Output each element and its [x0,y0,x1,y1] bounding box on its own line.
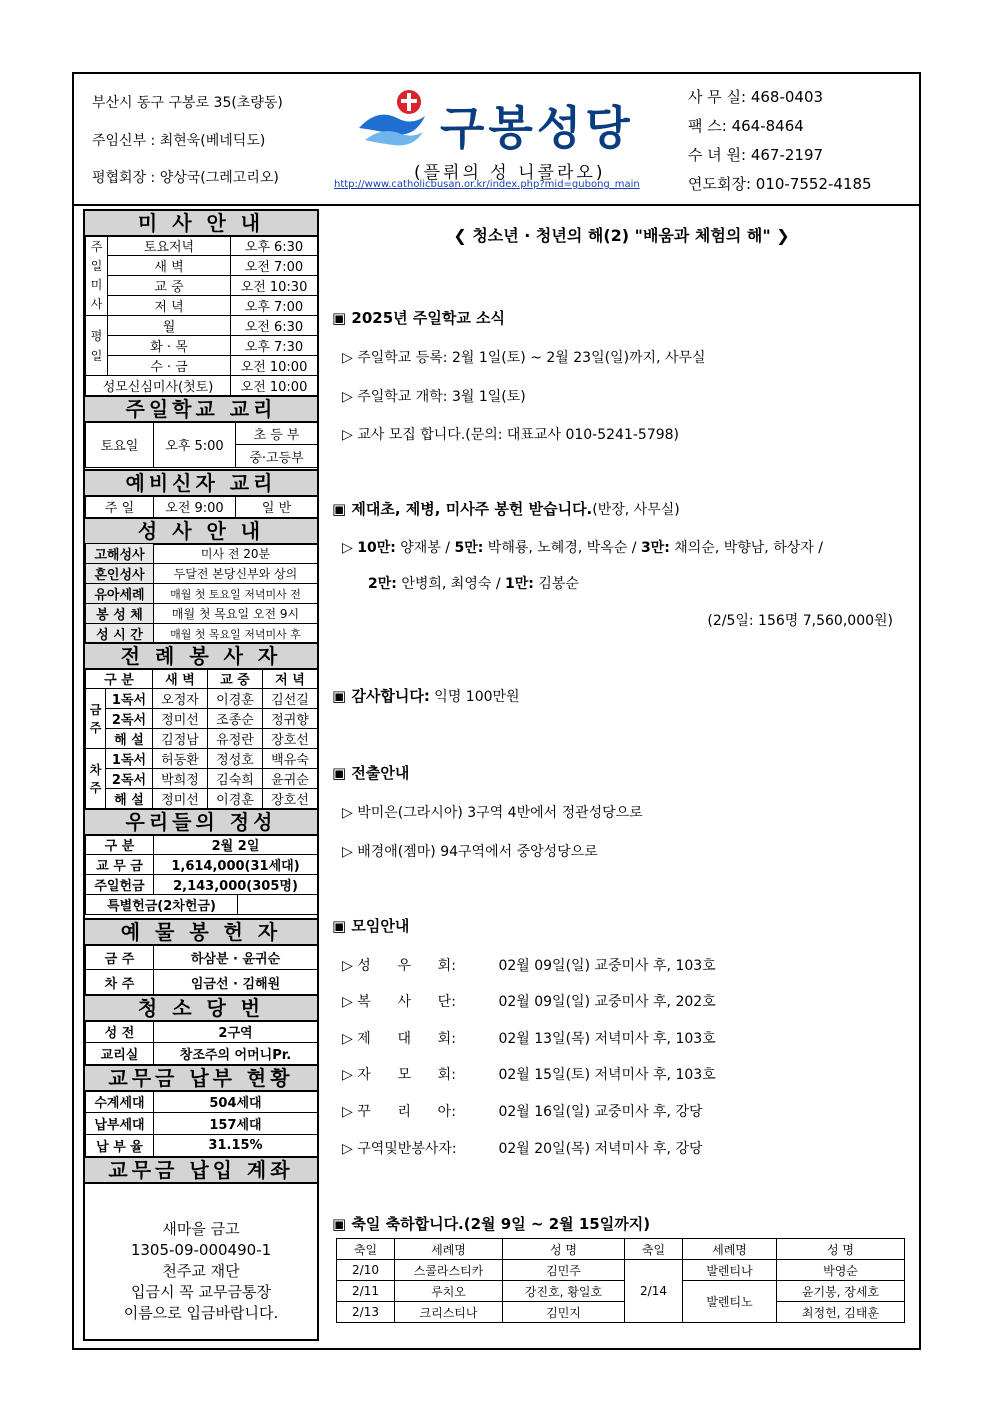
sacrament-name: 고해성사 [86,544,154,564]
ministers-table [85,668,318,809]
minister-name: 정미선 [153,709,208,729]
gift-label: 금 주 [86,945,154,970]
mass-time: 오후 6:30 [231,236,318,256]
mass-name: 토요저녁 [108,236,231,256]
feast-date: 2/10 [337,1260,395,1281]
minister-name: 박희정 [153,769,208,789]
gift-value: 하삼분 · 윤귀순 [154,945,318,970]
offering-total: (2/5일: 156명 7,560,000원) [707,613,893,629]
minister-name: 이경훈 [208,689,263,709]
sacrament-info: 매월 첫 토요일 저녁미사 전 [154,584,318,604]
sunday-school-heading: 주일학교 교리 [85,395,317,423]
offering-label: 주일헌금 [86,875,154,895]
minister-name: 조종순 [208,709,263,729]
catechumen-heading: 예비신자 교리 [85,469,317,497]
parish-subtitle: (플뤼의 성 니콜라오) [414,163,606,183]
account-line: 천주교 재단 [162,1262,240,1280]
feast-date: 2/13 [337,1302,395,1323]
offering-value [238,895,318,915]
minister-name: 장호선 [263,789,318,809]
ministers-heading: 전 례 봉 사 자 [85,642,317,670]
cleaning-label: 교리실 [86,1043,154,1065]
meeting-item: ▷ 꾸 리 아: 02월 16일(일) 교중미사 후, 강당 [342,1104,703,1120]
member-names: 박영순 [777,1260,905,1281]
minister-name: 김선길 [263,689,318,709]
member-names: 윤기봉, 장세호 [777,1281,905,1302]
school-group: 초 등 부 [236,422,318,445]
offering-value: 2월 2일 [154,835,318,855]
sacraments-heading: 성 사 안 내 [85,517,317,545]
list-item: ▷ 교사 모집 합니다.(문의: 대표교사 010-5241-5798) [342,427,680,443]
offering-label: 구 분 [86,835,154,855]
dues-value: 157세대 [154,1113,318,1135]
minister-name: 장호선 [263,729,318,749]
sacrament-info: 두달전 본당신부와 상의 [154,564,318,584]
member-names: 김민지 [503,1302,625,1323]
cleaning-value: 창조주의 어머니Pr. [154,1043,318,1065]
column-header: 세례명 [395,1239,503,1260]
list-item: ▷ 주일학교 개학: 3월 1일(토) [342,389,526,405]
gift-label: 차 주 [86,970,154,995]
column-header: 새 벽 [153,669,208,689]
contact-fax: 팩 스: 464-8464 [688,117,804,135]
mass-name: 저 녁 [108,296,231,316]
sacrament-name: 유아세례 [86,584,154,604]
section-transfer: ▣ 전출안내 [332,764,410,782]
meeting-item: ▷ 제 대 회: 02월 13일(목) 저녁미사 후, 103호 [342,1031,716,1047]
column-header: 교 중 [208,669,263,689]
meeting-item: ▷ 성 우 회: 02월 09일(일) 교중미사 후, 103호 [342,958,716,974]
minister-name: 유정란 [208,729,263,749]
mass-name: 화 · 목 [108,336,231,356]
minister-name: 오정자 [153,689,208,709]
mass-name: 새 벽 [108,256,231,276]
mass-name: 수 · 금 [108,356,231,376]
school-group: 중·고등부 [236,445,318,468]
saint-name: 루치오 [395,1281,503,1302]
bulletin-page [72,72,921,1350]
section-thanks: ▣ 감사합니다: 익명 100만원 [332,687,520,705]
sacrament-name: 혼인성사 [86,564,154,584]
minister-name: 윤귀순 [263,769,318,789]
mass-time: 오전 10:00 [231,376,318,396]
offering-heading: 우리들의 정성 [85,808,317,836]
donor-line: ▷ 10만: 양재봉 / 5만: 박해룡, 노혜경, 박옥순 / 3만: 채의순, 박향남, 하상자 / [342,540,823,556]
gift-table [85,944,318,995]
minister-role: 해 설 [106,789,153,809]
gift-value: 임금선 · 김해원 [154,970,318,995]
week-label: 금주 [86,689,106,749]
offering-label: 교 무 금 [86,855,154,875]
offering-label: 특별헌금(2차헌금) [86,895,238,915]
contact-prayer-leader: 연도회장: 010-7552-4185 [688,175,872,193]
list-item: ▷ 박미은(그라시아) 3구역 4반에서 정관성당으로 [342,805,643,821]
feast-date: 2/14 [625,1260,683,1323]
sacrament-name: 성 시 간 [86,624,154,644]
minister-name: 이경훈 [208,789,263,809]
dues-heading: 교무금 납부 현황 [85,1064,317,1092]
catechumen-day: 주 일 [86,496,154,518]
meeting-item: ▷ 자 모 회: 02월 15일(토) 저녁미사 후, 103호 [342,1067,716,1083]
cleaning-label: 성 전 [86,1021,154,1043]
saint-name: 스콜라스티카 [395,1260,503,1281]
column-header: 축일 [337,1239,395,1260]
column-header: 성 명 [777,1239,905,1260]
donor-line: 2만: 안병희, 최영숙 / 1만: 김봉순 [368,576,579,592]
offering-table [85,834,318,915]
contact-office: 사 무 실: 468-0403 [688,88,824,106]
gift-heading: 예 물 봉 헌 자 [85,918,317,946]
parish-logo-icon [357,88,427,148]
minister-role: 해 설 [106,729,153,749]
cleaning-value: 2구역 [154,1021,318,1043]
column-header: 저 녁 [263,669,318,689]
minister-role: 2독서 [106,769,153,789]
mass-name: 월 [108,316,231,336]
mass-heading: 미 사 안 내 [85,209,317,237]
mass-time: 오전 6:30 [231,316,318,336]
sacrament-info: 매월 첫 목요일 오전 9시 [154,604,318,624]
minister-name: 정미선 [153,789,208,809]
school-time: 오후 5:00 [154,422,236,468]
mass-time: 오전 10:00 [231,356,318,376]
cleaning-heading: 청 소 당 번 [85,994,317,1022]
council-president: 평협회장 : 양상국(그레고리오) [92,170,279,186]
account-line: 1305-09-000490-1 [130,1241,272,1259]
mass-name: 성모신심미사(첫토) [86,376,231,396]
sacrament-info: 미사 전 20분 [154,544,318,564]
minister-name: 정성호 [208,749,263,769]
list-item: ▷ 주일학교 등록: 2월 1일(토) ~ 2월 23일(일)까지, 사무실 [342,350,706,366]
account-heading: 교무금 납입 계좌 [85,1156,317,1184]
week-label: 차주 [86,749,106,809]
sunday-school-table [85,421,318,468]
list-item: ▷ 배경애(젬마) 94구역에서 중앙성당으로 [342,844,598,860]
dues-table [85,1090,318,1157]
column-header: 성 명 [503,1239,625,1260]
mass-table: 주 일 미 사 토요저녁 오후 6:30 새 벽 오전 7:00 교 중 오전 10:30 저 녁 오후 7:00 평 일 월 오전 6:30 화 · 목 오후 7:30 수 · 금 오전 10:00 성모신심미사(첫토) 오전 10:00 [85,235,318,396]
column-header: 축일 [625,1239,683,1260]
saint-name: 발렌티노 [683,1281,777,1323]
account-line: 입금시 꼭 교무금통장 [131,1283,271,1301]
member-names: 강진호, 황일호 [503,1281,625,1302]
minister-role: 1독서 [106,689,153,709]
account-line: 새마을 금고 [162,1220,240,1238]
catechumen-time: 오전 9:00 [154,496,236,518]
mass-time: 오전 7:00 [231,256,318,276]
main-content [324,209,919,1341]
feast-day-table [336,1238,905,1323]
section-meetings: ▣ 모임안내 [332,917,410,935]
sacrament-info: 매월 첫 목요일 저녁미사 후 [154,624,318,644]
dues-value: 504세대 [154,1091,318,1113]
website-link[interactable]: http://www.catholicbusan.or.kr/index.php?mid=gubong_main [334,179,640,190]
meeting-item: ▷ 구역및반봉사자: 02월 20일(목) 저녁미사 후, 강당 [342,1141,703,1157]
account-info [85,1219,317,1324]
minister-name: 김숙희 [208,769,263,789]
mass-time: 오전 10:30 [231,276,318,296]
minister-role: 1독서 [106,749,153,769]
school-day: 토요일 [86,422,154,468]
offering-value: 1,614,000(31세대) [154,855,318,875]
dues-label: 납부세대 [86,1113,154,1135]
minister-name: 허동환 [153,749,208,769]
feast-date: 2/11 [337,1281,395,1302]
pastor: 주임신부 : 최현욱(베네딕도) [92,133,266,149]
minister-role: 2독서 [106,709,153,729]
mass-name: 교 중 [108,276,231,296]
sacrament-name: 봉 성 체 [86,604,154,624]
account-line: 이름으로 입금바랍니다. [123,1304,279,1322]
cleaning-table [85,1020,318,1065]
parish-title: 구봉성당 [440,101,634,155]
meeting-item: ▷ 복 사 단: 02월 09일(일) 교중미사 후, 202호 [342,994,716,1010]
member-names: 최정헌, 김태훈 [777,1302,905,1323]
address: 부산시 동구 구봉로 35(초량동) [92,95,283,111]
section-feast-days: ▣ 축일 축하합니다.(2월 9일 ~ 2월 15일까지) [332,1215,651,1233]
dues-value: 31.15% [154,1135,318,1157]
year-theme: ❮ 청소년 · 청년의 해(2) "배움과 체험의 해" ❯ [453,226,790,245]
header [74,74,919,206]
dues-label: 납 부 율 [86,1135,154,1157]
mass-time: 오후 7:00 [231,296,318,316]
minister-name: 김정남 [153,729,208,749]
offering-value: 2,143,000(305명) [154,875,318,895]
column-header: 구 분 [86,669,153,689]
catechumen-table [85,495,318,518]
catechumen-group: 일 반 [236,496,318,518]
saint-name: 크리스티나 [395,1302,503,1323]
column-header: 세례명 [683,1239,777,1260]
saint-name: 발렌티나 [683,1260,777,1281]
contact-convent: 수 녀 원: 467-2197 [688,146,824,164]
sacraments-table [85,543,318,644]
member-names: 김민주 [503,1260,625,1281]
section-sunday-school: ▣ 2025년 주일학교 소식 [332,309,506,327]
mass-time: 오후 7:30 [231,336,318,356]
minister-name: 정귀향 [263,709,318,729]
section-offerings: ▣ 제대초, 제병, 미사주 봉헌 받습니다.(반장, 사무실) [332,500,680,518]
minister-name: 백유숙 [263,749,318,769]
sidebar [83,209,319,1341]
dues-label: 수계세대 [86,1091,154,1113]
